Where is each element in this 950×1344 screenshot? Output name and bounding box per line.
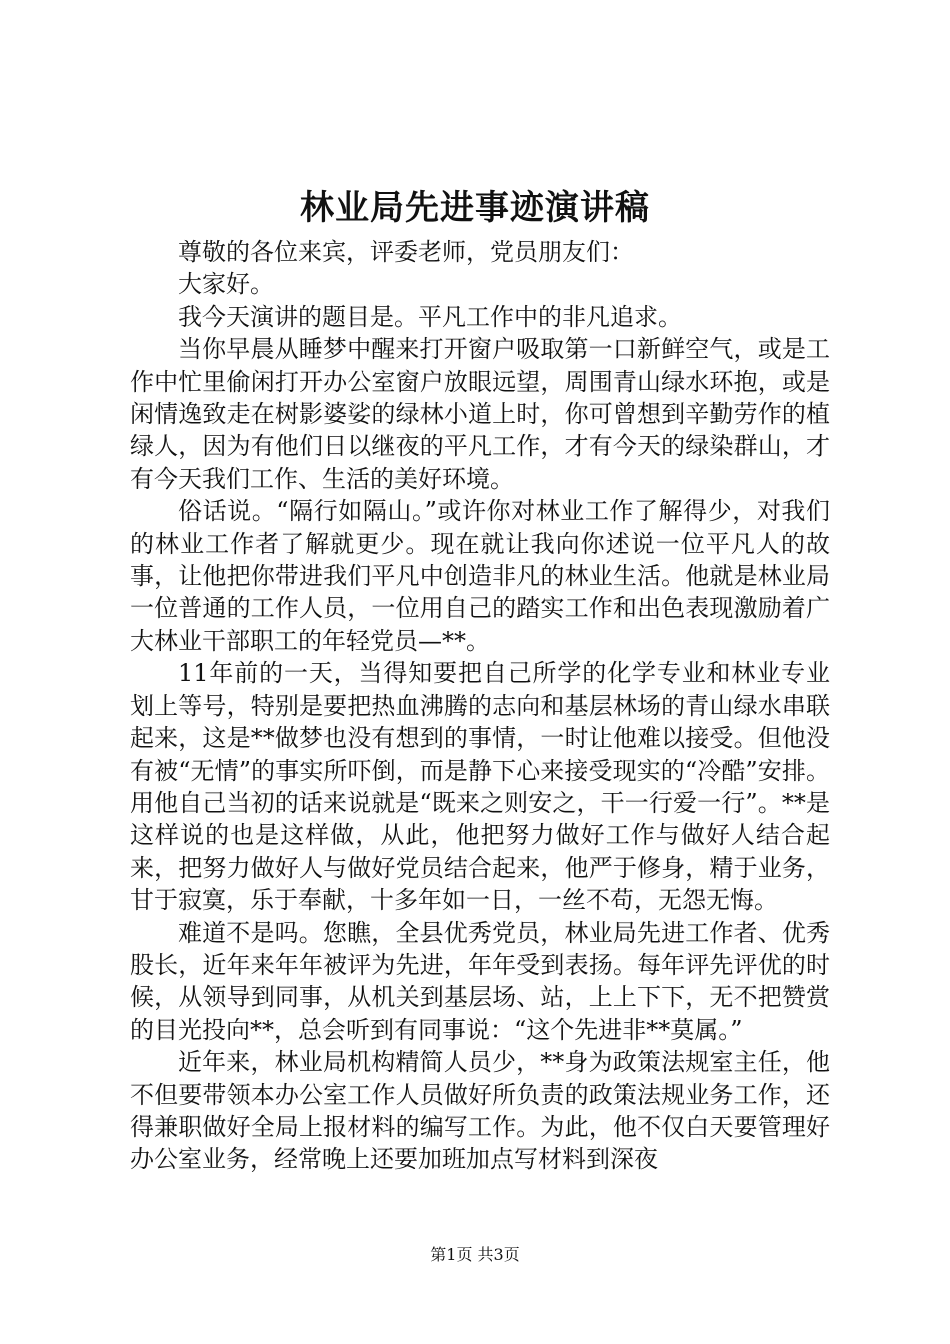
- paragraph-salutation: 尊敬的各位来宾，评委老师，党员朋友们：: [178, 238, 634, 266]
- paragraph-topic: 我今天演讲的题目是。平凡工作中的非凡追求。: [178, 302, 682, 331]
- paragraph-greeting: 大家好。: [178, 270, 274, 299]
- paragraph-recent-work: 近年来，林业局机构精简人员少，**身为政策法规室主任，他不但要带领本办公室工作人员做好所负责的政策法规业务工作，还得兼职做好全局上报材料的编写工作。为此，他不仅白天要管理好办公室业务，经常晚上还要加班加点写材料到深夜: [130, 1048, 830, 1174]
- document-body: [130, 236, 830, 1176]
- paragraph-intro: 当你早晨从睡梦中醒来打开窗户吸取第一口新鲜空气，或是工作中忙里偷闲打开办公室窗户放眼远望，周围青山绿水环抱，或是闲情逸致走在树影婆娑的绿林小道上时，你可曾想到辛勤劳作的植绿人，因为有他们日以继夜的平凡工作，才有今天的绿染群山，才有今天我们工作、生活的美好环境。: [130, 335, 830, 493]
- paragraph-honors: 难道不是吗。您瞧，全县优秀党员，林业局先进工作者、优秀股长，近年来年年被评为先进，年年受到表扬。每年评先评优的时候，从领导到同事，从机关到基层场、站，上上下下，无不把赞赏的目光投向**，总会听到有同事说：“这个先进非**莫属。”: [130, 918, 830, 1044]
- document-title: 林业局先进事迹演讲稿: [300, 188, 650, 228]
- page-footer: 第1页 共3页: [430, 1245, 520, 1264]
- paragraph-career-start: 11年前的一天，当得知要把自己所学的化学专业和林业专业划上等号，特别是要把热血沸腾的志向和基层林场的青山绿水串联起来，这是**做梦也没有想到的事情，一时让他难以接受。但他没有被“无情”的事实所吓倒，而是静下心来接受现实的“冷酷”安排。用他自己当初的话来说就是“既来之则安之，干一行爱一行”。**是这样说的也是这样做，从此，他把努力做好工作与做好人结合起来，把努力做好人与做好党员结合起来，他严于修身，精于业务，甘于寂寞，乐于奉献，十多年如一日，一丝不苟，无怨无悔。: [130, 659, 830, 915]
- paragraph-story-intro: 俗话说。“隔行如隔山。”或许你对林业工作了解得少，对我们的林业工作者了解就更少。现在就让我向你述说一位平凡人的故事，让他把你带进我们平凡中创造非凡的林业生活。他就是林业局一位普通的工作人员，一位用自己的踏实工作和出色表现激励着广大林业干部职工的年轻党员—**。: [130, 497, 830, 655]
